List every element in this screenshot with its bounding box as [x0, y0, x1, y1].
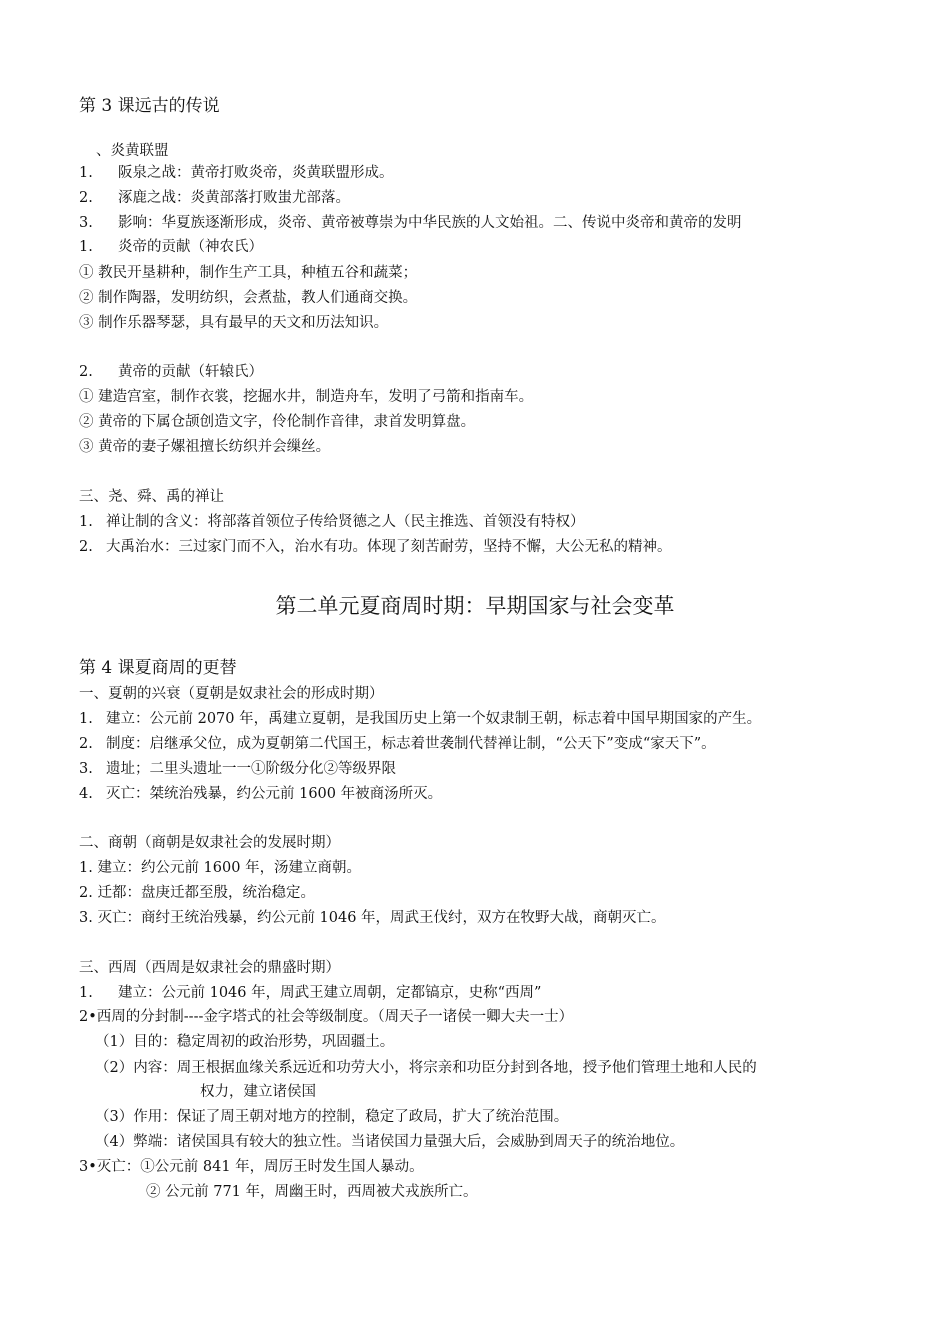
section-heading: 三、尧、舜、禹的禅让 [79, 489, 224, 505]
sub-item: （2）内容：周王根据血缘关系远近和功劳大小，将宗亲和功臣分封到各地，授予他们管理土地和人民的 [95, 1060, 757, 1076]
list-item: 灭亡：桀统治残暴，约公元前 1600 年被商汤所灭。 [106, 786, 443, 802]
list-item: 阪泉之战：黄帝打败炎帝，炎黄联盟形成。 [118, 165, 394, 181]
list-item: 2. 迁都：盘庚迁都至殷，统治稳定。 [79, 885, 315, 901]
list-number: 2. [79, 539, 93, 555]
list-item: 建立：公元前 2070 年，禹建立夏朝，是我国历史上第一个奴隶制王朝，标志着中国早期国家的产生。 [106, 711, 762, 727]
lesson3-title: 第 3 课远古的传说 [79, 96, 220, 116]
list-item: 涿鹿之战：炎黄部落打败蚩尤部落。 [118, 190, 350, 206]
list-item: 1. 建立：约公元前 1600 年，汤建立商朝。 [79, 860, 362, 876]
list-number: 1. [79, 985, 93, 1001]
list-number: 4. [79, 786, 93, 802]
sub-item: （4）弊端：诸侯国具有较大的独立性。当诸侯国力量强大后，会威胁到周天子的统治地位。 [95, 1134, 685, 1150]
sub-item: （3）作用：保证了周王朝对地方的控制，稳定了政局，扩大了统治范围。 [95, 1109, 569, 1125]
list-item: ② 黄帝的下属仓颉创造文字，伶伦制作音律，隶首发明算盘。 [79, 414, 476, 430]
list-item: 3•灭亡：①公元前 841 年，周厉王时发生国人暴动。 [79, 1159, 424, 1175]
list-item-continuation: ② 公元前 771 年，周幽王时，西周被犬戎族所亡。 [146, 1184, 478, 1200]
section-heading: 、炎黄联盟 [96, 143, 169, 159]
list-number: 2. [79, 736, 93, 752]
list-item: ③ 制作乐器琴瑟，具有最早的天文和历法知识。 [79, 315, 389, 331]
list-number: 3. [79, 215, 93, 231]
list-item: ① 建造宫室，制作衣裳，挖掘水井，制造舟车，发明了弓箭和指南车。 [79, 389, 534, 405]
lesson4-title: 第 4 课夏商周的更替 [79, 658, 237, 678]
list-number: 1. [79, 239, 93, 255]
list-item: 遗址；二里头遗址一一①阶级分化②等级界限 [106, 761, 396, 777]
list-number: 1. [79, 514, 93, 530]
list-item: 禅让制的含义：将部落首领位子传给贤德之人（民主推选、首领没有特权） [106, 514, 585, 530]
list-item: 3. 灭亡：商纣王统治残暴，约公元前 1046 年，周武王伐纣，双方在牧野大战，商朝灭亡。 [79, 910, 666, 926]
list-number: 2. [79, 364, 93, 380]
list-item: ① 教民开垦耕种，制作生产工具，种植五谷和蔬菜； [79, 265, 418, 281]
sub-item: （1）目的：稳定周初的政治形势，巩固疆土。 [95, 1034, 395, 1050]
section-heading: 一、夏朝的兴衰（夏朝是奴隶社会的形成时期） [79, 686, 384, 702]
list-item: 影响：华夏族逐渐形成，炎帝、黄帝被尊崇为中华民族的人文始祖。二、传说中炎帝和黄帝的发明 [118, 215, 742, 231]
subsection-heading: 炎帝的贡献（神农氏） [118, 239, 263, 255]
list-item: 制度：启继承父位，成为夏朝第二代国王，标志着世袭制代替禅让制，“公天下”变成“家天下”。 [106, 736, 716, 752]
list-item: ② 制作陶器，发明纺织，会煮盐，教人们通商交换。 [79, 290, 418, 306]
list-number: 1. [79, 711, 93, 727]
list-number: 3. [79, 761, 93, 777]
section-heading: 三、西周（西周是奴隶社会的鼎盛时期） [79, 960, 340, 976]
sub-item-continuation: 权力，建立诸侯国 [200, 1084, 316, 1100]
subsection-heading: 黄帝的贡献（轩辕氏） [118, 364, 263, 380]
list-item: 建立：公元前 1046 年，周武王建立周朝，定都镐京，史称“西周” [118, 985, 542, 1001]
list-item: 大禹治水：三过家门而不入，治水有功。体现了刻苦耐劳，坚持不懈，大公无私的精神。 [106, 539, 672, 555]
section-heading: 二、商朝（商朝是奴隶社会的发展时期） [79, 835, 340, 851]
list-number: 1. [79, 165, 93, 181]
list-number: 2. [79, 190, 93, 206]
unit-title: 第二单元夏商周时期：早期国家与社会变革 [275, 594, 675, 618]
list-item: 2•西周的分封制----金字塔式的社会等级制度。（周天子一诸侯一卿大夫一士） [79, 1009, 574, 1025]
list-item: ③ 黄帝的妻子嫘祖擅长纺织并会缫丝。 [79, 439, 331, 455]
